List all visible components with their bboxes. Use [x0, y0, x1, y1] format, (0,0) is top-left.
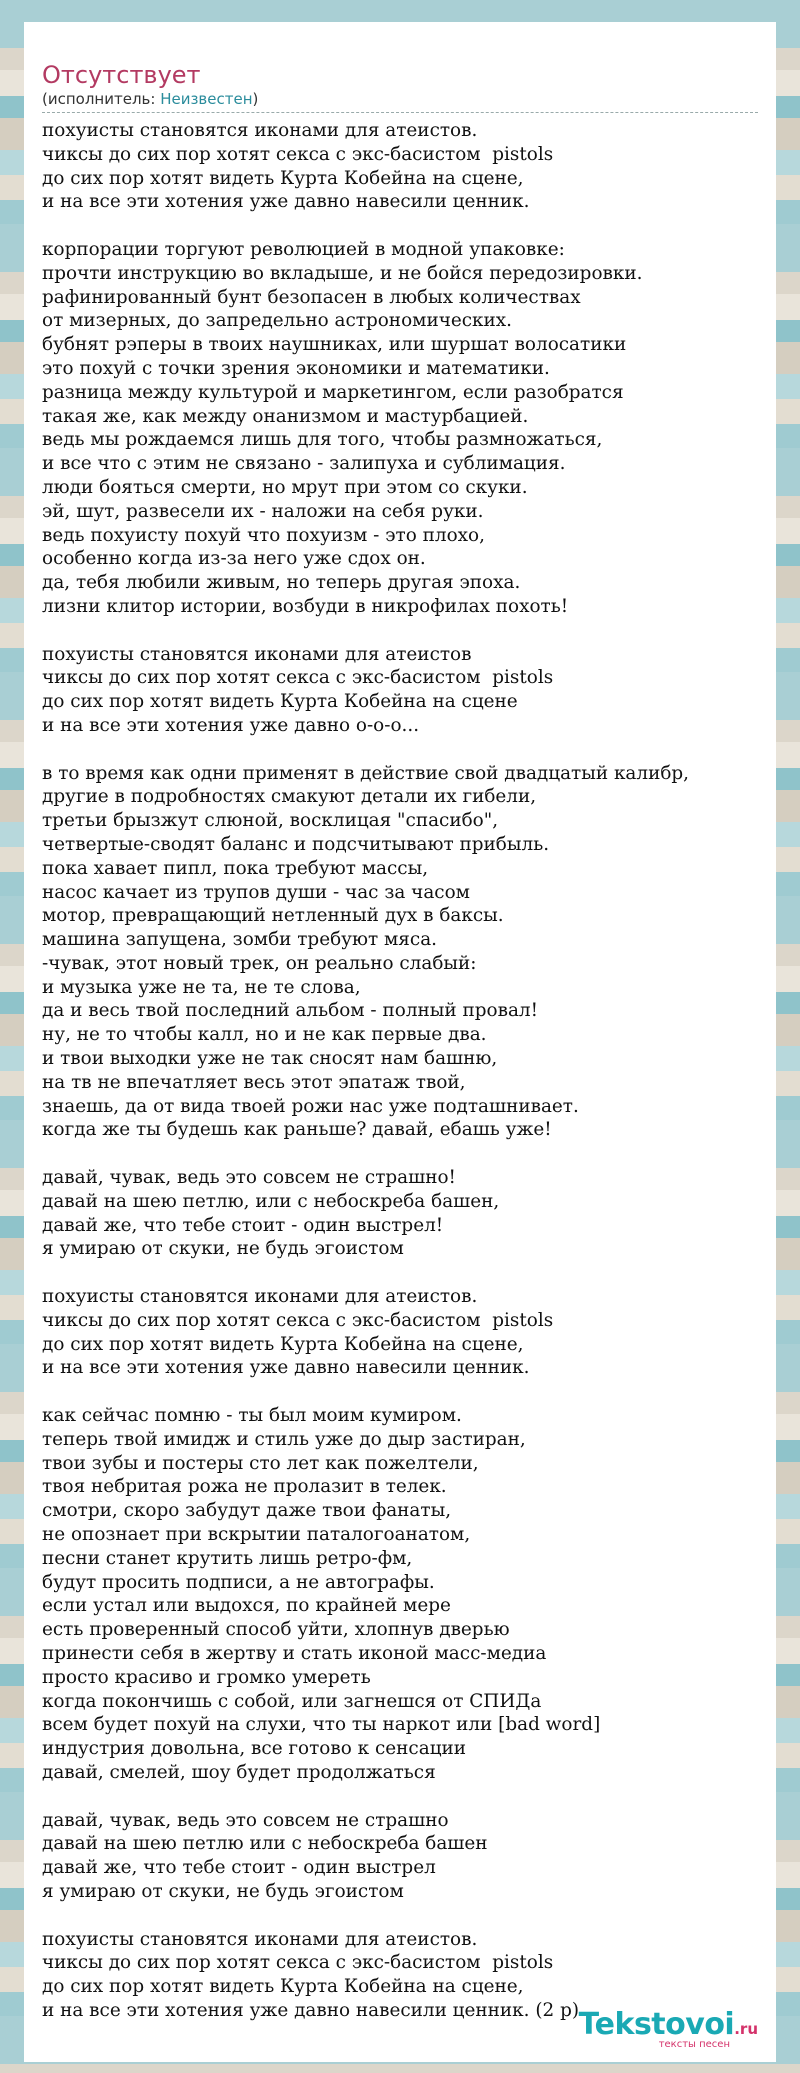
lyrics-line: на тв не впечатляет весь этот эпатаж твой, — [42, 1071, 466, 1093]
lyrics-line: когда покончишь с собой, или загнешся от СПИДа — [42, 1690, 542, 1712]
lyrics-line: другие в подробностях смакуют детали их гибели, — [42, 786, 537, 808]
lyrics-line: до сих пор хотят видеть Курта Кобейна на сцене, — [42, 1333, 524, 1355]
lyrics-line: знаешь, да от вида твоей рожи нас уже подташнивает. — [42, 1095, 579, 1117]
lyrics-line: чиксы до сих пор хотят секса с экс-басистом pistols — [42, 667, 554, 689]
logo-tld: .ru — [734, 2020, 758, 2038]
lyrics-body — [42, 119, 758, 2023]
lyrics-line: всем будет похуй на слухи, что ты наркот или [bad word] — [42, 1714, 601, 1736]
lyrics-line: рафинированный бунт безопасен в любых количествах — [42, 286, 581, 308]
artist-link[interactable]: Неизвестен — [160, 90, 253, 108]
lyrics-line: и на все эти хотения уже давно навесили ценник. — [42, 191, 530, 213]
lyrics-line: и твои выходки уже не так сносят нам башню, — [42, 1048, 498, 1070]
lyrics-card — [24, 22, 776, 2062]
lyrics-line: до сих пор хотят видеть Курта Кобейна на сцене, — [42, 1976, 524, 1998]
lyrics-line: да, тебя любили живым, но теперь другая эпоха. — [42, 572, 521, 594]
lyrics-stanza — [42, 1166, 758, 1261]
lyrics-line: до сих пор хотят видеть Курта Кобейна на сцене — [42, 691, 518, 713]
lyrics-line: я умираю от скуки, не будь эгоистом — [42, 1880, 404, 1902]
lyrics-stanza — [42, 1404, 758, 1785]
lyrics-line: похуисты становятся иконами для атеистов. — [42, 1928, 478, 1950]
repeat-note: (2 р) — [535, 1999, 580, 2021]
lyrics-line: до сих пор хотят видеть Курта Кобейна на сцене, — [42, 167, 524, 189]
lyrics-line: твои зубы и постеры сто лет как пожелтели, — [42, 1452, 479, 1474]
lyrics-line: похуисты становятся иконами для атеистов. — [42, 120, 478, 141]
lyrics-stanza — [42, 1285, 758, 1380]
lyrics-stanza — [42, 238, 758, 619]
lyrics-line: давай, чувак, ведь это совсем не страшно — [42, 1809, 449, 1831]
lyrics-line: ведь похуисту похуй что похуизм - это плохо, — [42, 524, 485, 546]
lyrics-line: корпорации торгуют революцией в модной упаковке: — [42, 238, 565, 260]
lyrics-line: похуисты становятся иконами для атеистов. — [42, 1286, 478, 1308]
artist-suffix: ) — [252, 90, 259, 108]
lyrics-line: как сейчас помню - ты был моим кумиром. — [42, 1405, 462, 1427]
lyrics-line: есть проверенный способ уйти, хлопнув дверью — [42, 1619, 510, 1641]
lyrics-line: -чувак, этот новый трек, он реально слабый: — [42, 952, 477, 974]
lyrics-line: просто красиво и громко умереть — [42, 1666, 371, 1688]
lyrics-line: и музыка уже не та, не те слова, — [42, 976, 361, 998]
lyrics-stanza — [42, 119, 758, 214]
lyrics-line: смотри, скоро забудут даже твои фанаты, — [42, 1500, 452, 1522]
lyrics-line: и на все эти хотения уже давно о-о-о... — [42, 714, 420, 736]
lyrics-line: такая же, как между онанизмом и мастурбацией. — [42, 405, 529, 427]
lyrics-line: ну, не то чтобы калл, но и не как первые два. — [42, 1024, 487, 1046]
lyrics-stanza — [42, 1809, 758, 1904]
lyrics-stanza — [42, 643, 758, 738]
lyrics-line: давай, смелей, шоу будет продолжаться — [42, 1761, 436, 1783]
lyrics-line: люди бояться смерти, но мрут при этом со скуки. — [42, 476, 528, 498]
logo-tagline: тексты песен — [658, 2039, 730, 2050]
lyrics-line: не опознает при вскрытии паталогоанатом, — [42, 1524, 471, 1546]
artist-line — [42, 90, 758, 113]
lyrics-line: принести себя в жертву и стать иконой масс-медиа — [42, 1643, 547, 1664]
lyrics-line: машина запущена, зомби требуют мяса. — [42, 929, 438, 951]
lyrics-line: давай, чувак, ведь это совсем не страшно! — [42, 1167, 456, 1189]
lyrics-line: песни станет крутить лишь ретро-фм, — [42, 1547, 413, 1569]
song-title: Отсутствует — [42, 61, 201, 89]
lyrics-line: особенно когда из-за него уже сдох он. — [42, 548, 426, 570]
lyrics-line: похуисты становятся иконами для атеистов — [42, 643, 472, 665]
lyrics-line: чиксы до сих пор хотят секса с экс-басистом pistols — [42, 1309, 554, 1331]
lyrics-line: давай на шею петлю, или с небоскреба башен, — [42, 1190, 500, 1212]
artist-prefix: (исполнитель: — [42, 90, 161, 108]
lyrics-line: прочти инструкцию во вкладыше, и не бойся передозировки. — [42, 262, 643, 284]
lyrics-line: и на все эти хотения уже давно навесили ценник. — [42, 1999, 530, 2021]
site-logo[interactable] — [579, 2009, 758, 2050]
lyrics-line: ведь мы рождаемся лишь для того, чтобы размножаться, — [42, 429, 603, 451]
lyrics-line: мотор, превращающий нетленный дух в баксы. — [42, 905, 504, 927]
lyrics-line: от мизерных, до запредельно астрономических. — [42, 310, 513, 332]
lyrics-line: давай же, что тебе стоит - один выстрел! — [42, 1214, 444, 1236]
lyrics-line: я умираю от скуки, не будь эгоистом — [42, 1238, 404, 1260]
lyrics-line: бубнят рэперы в твоих наушниках, или шуршат волосатики — [42, 334, 627, 356]
lyrics-line: будут просить подписи, а не автографы. — [42, 1571, 435, 1593]
lyrics-line: давай на шею петлю или с небоскреба башен — [42, 1833, 488, 1855]
lyrics-line: это похуй с точки зрения экономики и математики. — [42, 357, 550, 379]
lyrics-line: лизни клитор истории, возбуди в никрофилах похоть! — [42, 595, 569, 617]
lyrics-line: в то время как одни применят в действие свой двадцатый калибр, — [42, 762, 690, 784]
lyrics-line: эй, шут, развесели их - наложи на себя руки. — [42, 500, 484, 522]
lyrics-line: давай же, что тебе стоит - один выстрел — [42, 1857, 436, 1879]
lyrics-line: и все что с этим не связано - залипуха и сублимация. — [42, 453, 566, 475]
lyrics-line: чиксы до сих пор хотят секса с экс-басистом pistols — [42, 1952, 554, 1974]
lyrics-line: пока хавает пипл, пока требуют массы, — [42, 857, 429, 879]
lyrics-line: теперь твой имидж и стиль уже до дыр застиран, — [42, 1428, 526, 1450]
lyrics-line: чиксы до сих пор хотят секса с экс-басистом pistols — [42, 143, 554, 165]
lyrics-line: да и весь твой последний альбом - полный провал! — [42, 1000, 538, 1022]
lyrics-line: третьи брызжут слюной, восклицая "спасибо", — [42, 810, 499, 832]
logo-name: Tekstovoi — [578, 2007, 735, 2042]
lyrics-line: когда же ты будешь как раньше? давай, ебашь уже! — [42, 1119, 552, 1141]
lyrics-line: твоя небритая рожа не пролазит в телек. — [42, 1476, 447, 1498]
lyrics-line: индустрия довольна, все готово к сенсации — [42, 1738, 467, 1760]
lyrics-line: и на все эти хотения уже давно навесили ценник. — [42, 1357, 530, 1379]
lyrics-line: четвертые-сводят баланс и подсчитывают прибыль. — [42, 833, 550, 855]
lyrics-line: если устал или выдохся, по крайней мере — [42, 1595, 451, 1617]
lyrics-stanza — [42, 762, 758, 1143]
lyrics-line: разница между культурой и маркетингом, если разобратся — [42, 381, 624, 403]
lyrics-line: насос качает из трупов души - час за часом — [42, 881, 470, 903]
